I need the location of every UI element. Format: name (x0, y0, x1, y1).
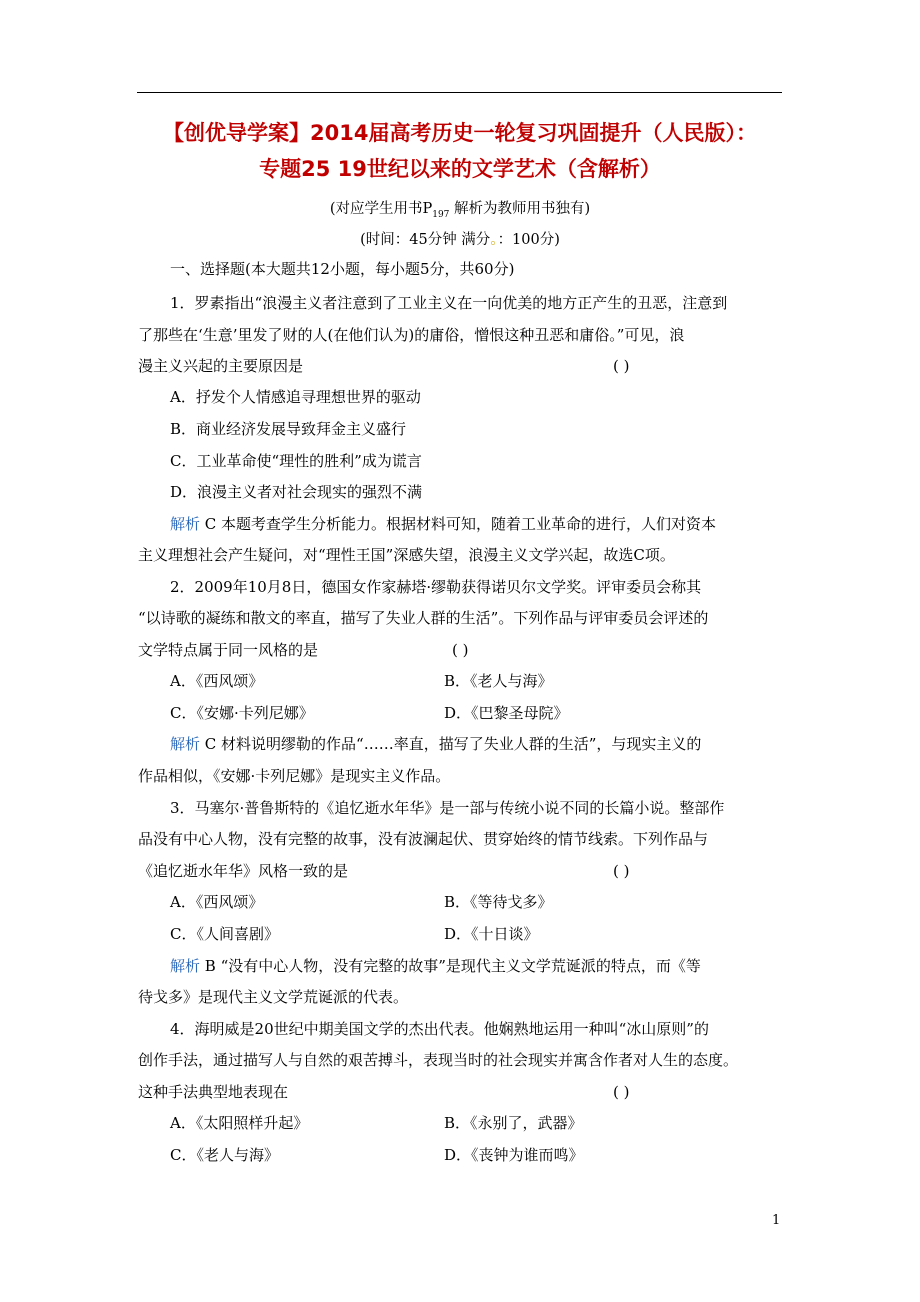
q3-line2: 品没有中心人物，没有完整的故事，没有波澜起伏、贯穿始终的情节线索。下列作品与 (138, 830, 709, 848)
time-dot: 。 (490, 232, 498, 248)
document-title-line1: 【创优导学案】2014届高考历史一轮复习巩固提升（人民版）： (163, 121, 757, 145)
q1-analysis-text: C 本题考查学生分析能力。根据材料可知，随着工业革命的进行，人们对资本 (200, 515, 717, 533)
q1-line2: 了那些在‘生意’里发了财的人(在他们认为)的庸俗，憎恨这种丑恶和庸俗。”可见，浪 (138, 326, 685, 344)
q2-analysis-line2: 作品相似，《安娜·卡列尼娜》是现实主义作品。 (138, 767, 451, 785)
analysis-label: 解析 (170, 515, 201, 533)
q1-line1: 1．罗素指出“浪漫主义者注意到了工业主义在一向优美的地方正产生的丑恶，注意到 (170, 294, 728, 312)
q2-analysis-text: C 材料说明缪勒的作品“……率直，描写了失业人群的生活”，与现实主义的 (200, 735, 702, 753)
time-post: ：100分) (497, 232, 560, 248)
time-score-note (120, 228, 800, 249)
q2-option-c: C．《安娜·卡列尼娜》 (170, 704, 314, 722)
subtitle-pre: (对应学生用书P (329, 201, 433, 217)
time-pre: (时间：45分钟 满分 (360, 232, 491, 248)
q2-line1: 2．2009年10月8日，德国女作家赫塔·缪勒获得诺贝尔文学奖。评审委员会称其 (170, 578, 702, 596)
q3-option-a: A．《西风颂》 (170, 893, 264, 911)
subtitle-post: 解析为教师用书独有) (449, 201, 591, 217)
analysis-label: 解析 (170, 957, 201, 975)
section-heading: 一、选择题(本大题共12小题，每小题5分，共60分) (170, 260, 515, 278)
subtitle-page: 197 (432, 209, 450, 220)
q2-analysis (170, 733, 783, 755)
q1-line3: 漫主义兴起的主要原因是 (138, 357, 304, 375)
q2-answer-blank: ( ) (452, 641, 469, 659)
q4-answer-blank: ( ) (613, 1083, 630, 1101)
q4-option-c: C．《老人与海》 (170, 1146, 279, 1164)
q3-option-c: C．《人间喜剧》 (170, 925, 279, 943)
q3-analysis-text: B “没有中心人物，没有完整的故事”是现代主义文学荒诞派的特点，而《等 (200, 957, 701, 975)
q3-analysis-line2: 待戈多》是现代主义文学荒诞派的代表。 (138, 988, 409, 1006)
q3-option-d: D．《十日谈》 (444, 925, 539, 943)
analysis-label: 解析 (170, 735, 201, 753)
header-rule (137, 92, 782, 93)
q3-line1: 3．马塞尔·普鲁斯特的《追忆逝水年华》是一部与传统小说不同的长篇小说。整部作 (170, 799, 725, 817)
q1-answer-blank: ( ) (613, 357, 630, 375)
q1-option-d: D．浪漫主义者对社会现实的强烈不满 (170, 483, 423, 501)
q1-option-b: B．商业经济发展导致拜金主义盛行 (170, 420, 407, 438)
q3-line3: 《追忆逝水年华》风格一致的是 (138, 862, 349, 880)
q4-line2: 创作手法，通过描写人与自然的艰苦搏斗，表现当时的社会现实并寓含作者对人生的态度。 (138, 1051, 739, 1069)
q1-analysis-line2: 主义理想社会产生疑问，对“理性王国”深感失望，浪漫主义文学兴起，故选C项。 (138, 546, 675, 564)
q4-line3: 这种手法典型地表现在 (138, 1083, 289, 1101)
q4-option-d: D．《丧钟为谁而鸣》 (444, 1146, 584, 1164)
q1-option-a: A．抒发个人情感追寻理想世界的驱动 (170, 388, 421, 406)
q2-option-a: A．《西风颂》 (170, 672, 264, 690)
q2-option-d: D．《巴黎圣母院》 (444, 704, 569, 722)
document-title-line2: 专题25 19世纪以来的文学艺术（含解析） (259, 157, 661, 181)
q4-option-a: A．《太阳照样升起》 (170, 1114, 309, 1132)
q3-analysis (170, 955, 783, 977)
q3-answer-blank: ( ) (613, 862, 630, 880)
q4-line1: 4．海明威是20世纪中期美国文学的杰出代表。他娴熟地运用一种叫“冰山原则”的 (170, 1020, 709, 1038)
subtitle-note (120, 197, 800, 220)
q1-option-c: C．工业革命使“理性的胜利”成为谎言 (170, 452, 422, 470)
q2-line3: 文学特点属于同一风格的是 (138, 641, 319, 659)
q4-option-b: B．《永别了，武器》 (444, 1114, 583, 1132)
q2-option-b: B．《老人与海》 (444, 672, 553, 690)
q1-analysis (170, 513, 783, 535)
q2-line2: “以诗歌的凝练和散文的率直，描写了失业人群的生活”。下列作品与评审委员会评述的 (138, 609, 709, 627)
q3-option-b: B．《等待戈多》 (444, 893, 553, 911)
page-number: 1 (772, 1213, 781, 1228)
